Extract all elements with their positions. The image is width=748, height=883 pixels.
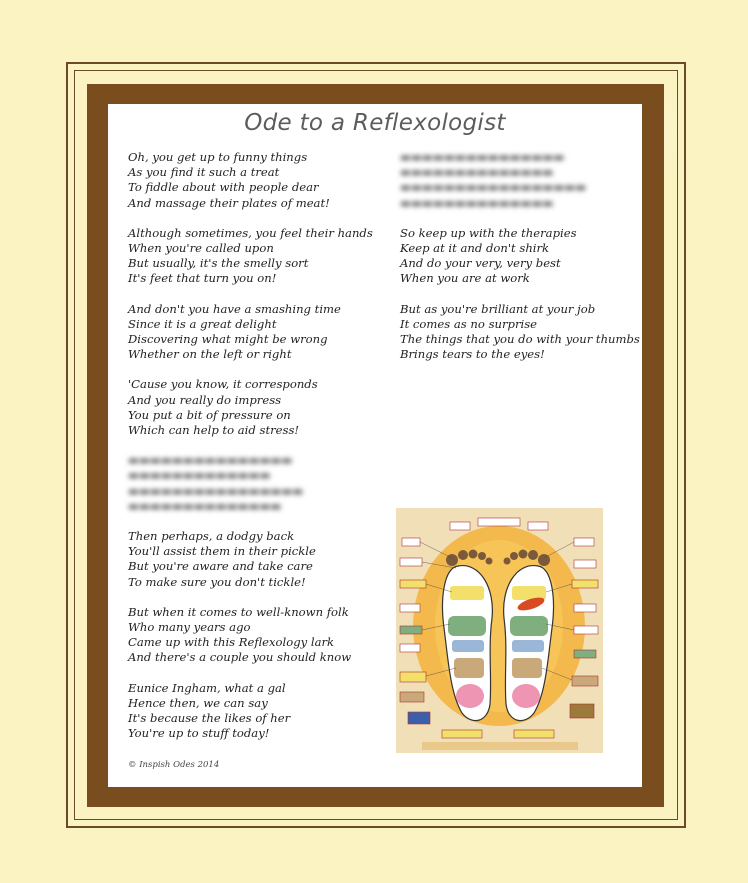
- blurred-line: ▬▬▬▬▬▬▬▬▬▬▬▬▬▬▬: [128, 453, 293, 468]
- poem-line: You put a bit of pressure on: [128, 407, 291, 422]
- poem-title: Ode to a Reflexologist: [244, 110, 506, 136]
- poem-line: Whether on the left or right: [128, 347, 292, 362]
- poem-line: Discovering what might be wrong: [128, 332, 328, 347]
- poem-line: And do your very, very best: [400, 256, 561, 271]
- poem-line: Since it is a great delight: [128, 316, 277, 331]
- poem-line: Eunice Ingham, what a gal: [128, 680, 286, 695]
- stanza: [128, 681, 378, 742]
- foot-reflexology-chart-image: [396, 508, 603, 753]
- blurred-line: ▬▬▬▬▬▬▬▬▬▬▬▬▬▬▬▬: [128, 483, 304, 498]
- poem-sheet: [108, 104, 642, 787]
- poem-line: Then perhaps, a dodgy back: [128, 529, 295, 544]
- poem-line: Although sometimes, you feel their hands: [128, 225, 373, 240]
- poem-line: It comes as no surprise: [400, 316, 538, 331]
- right-column: [400, 150, 640, 377]
- stanza: [400, 226, 640, 287]
- poem-line: You're up to stuff today!: [128, 726, 270, 741]
- poem-line: It's feet that turn you on!: [128, 271, 277, 286]
- poem-line: 'Cause you know, it corresponds: [128, 377, 318, 392]
- blurred-line: ▬▬▬▬▬▬▬▬▬▬▬▬▬▬▬▬▬: [400, 180, 587, 195]
- poem-line: And you really do impress: [128, 392, 282, 407]
- foot-chart-illustration: [396, 508, 603, 753]
- poem-line: To fiddle about with people dear: [128, 180, 319, 195]
- poem-line: But you're aware and take care: [128, 559, 313, 574]
- stanza: [128, 150, 378, 211]
- copyright-notice: © Inspish Odes 2014: [128, 760, 220, 770]
- blurred-line: ▬▬▬▬▬▬▬▬▬▬▬▬▬▬: [400, 195, 554, 210]
- stanza: [128, 377, 378, 438]
- poem-line: Who many years ago: [128, 620, 251, 635]
- blurred-line: ▬▬▬▬▬▬▬▬▬▬▬▬▬▬▬: [400, 150, 565, 164]
- blurred-stanza: [128, 453, 378, 514]
- poem-line: It's because the likes of her: [128, 711, 291, 726]
- poem-line: But as you're brilliant at your job: [400, 301, 596, 316]
- blurred-line: ▬▬▬▬▬▬▬▬▬▬▬▬▬▬: [128, 498, 282, 513]
- poem-line: When you're called upon: [128, 241, 274, 256]
- poem-line: So keep up with the therapies: [400, 225, 577, 240]
- stanza: [128, 529, 378, 590]
- blurred-line: ▬▬▬▬▬▬▬▬▬▬▬▬▬▬: [400, 165, 554, 180]
- poem-line: When you are at work: [400, 271, 530, 286]
- poem-line: You'll assist them in their pickle: [128, 544, 316, 559]
- poem-line: But usually, it's the smelly sort: [128, 256, 309, 271]
- poem-line: To make sure you don't tickle!: [128, 574, 306, 589]
- left-column: [128, 150, 378, 757]
- poem-line: Which can help to aid stress!: [128, 423, 300, 438]
- poem-line: As you find it such a treat: [128, 165, 280, 180]
- poem-line: Hence then, we can say: [128, 695, 268, 710]
- poem-line: And there's a couple you should know: [128, 650, 352, 665]
- blurred-line: ▬▬▬▬▬▬▬▬▬▬▬▬▬: [128, 468, 271, 483]
- poem-line: But when it comes to well-known folk: [128, 604, 349, 619]
- stanza: [128, 226, 378, 287]
- poem-line: The things that you do with your thumbs: [400, 332, 640, 347]
- poem-line: Came up with this Reflexology lark: [128, 635, 335, 650]
- poem-line: And don't you have a smashing time: [128, 301, 341, 316]
- poem-line: Keep at it and don't shirk: [400, 241, 550, 256]
- blurred-stanza: [400, 150, 640, 211]
- stanza: [400, 302, 640, 363]
- stanza: [128, 302, 378, 363]
- poem-line: Oh, you get up to funny things: [128, 150, 308, 164]
- poem-line: And massage their plates of meat!: [128, 195, 330, 210]
- stanza: [128, 605, 378, 666]
- poem-line: Brings tears to the eyes!: [400, 347, 545, 362]
